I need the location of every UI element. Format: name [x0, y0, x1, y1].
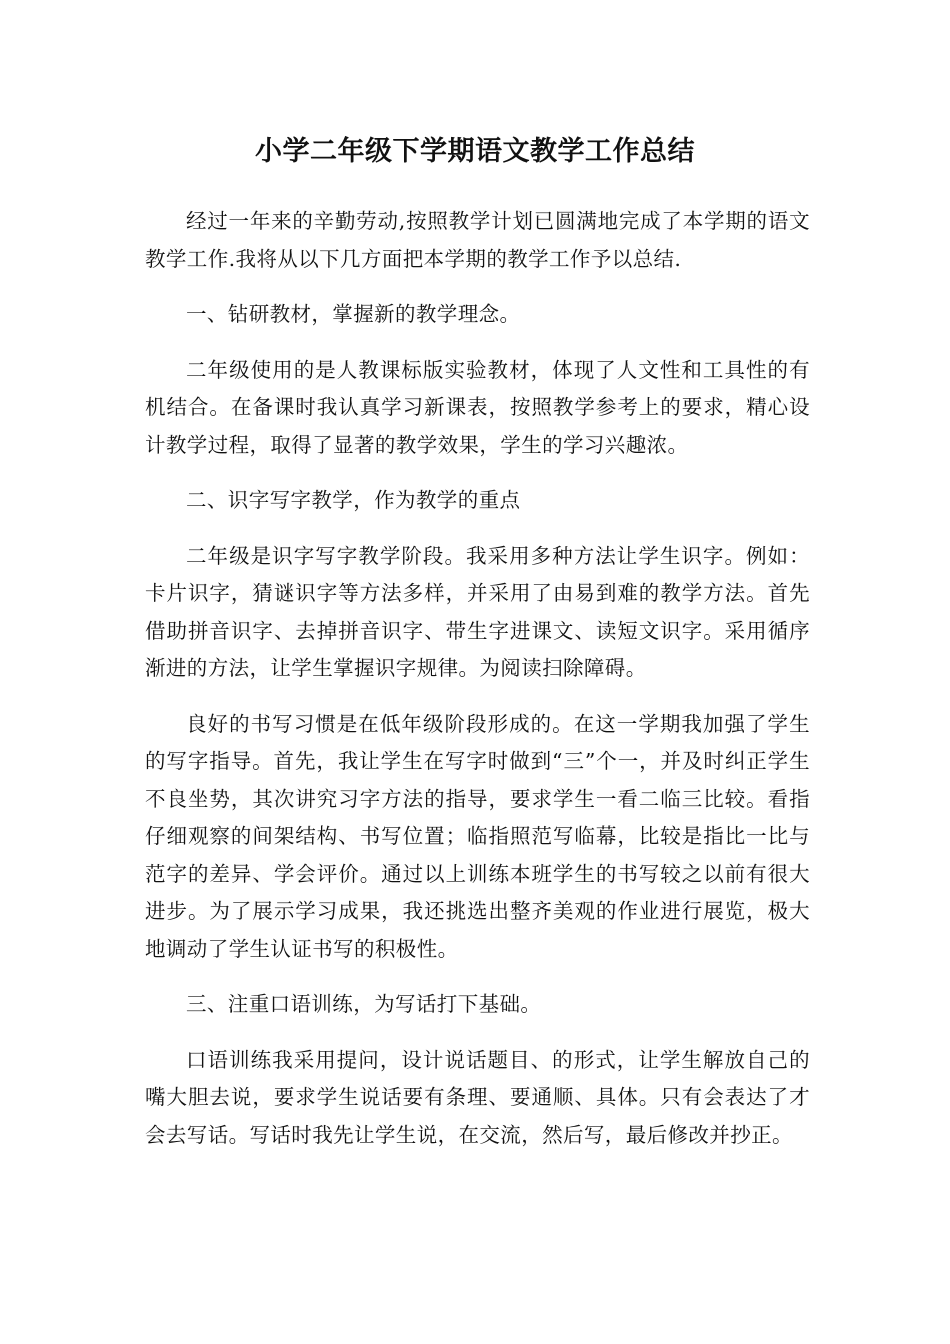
- document-body: [145, 203, 810, 1172]
- document-title: 小学二年级下学期语文教学工作总结: [255, 136, 695, 167]
- section-2-paragraph-1: 二年级是识字写字教学阶段。我采用多种方法让学生识字。例如：卡片识字，猜谜识字等方法多样，并采用了由易到难的教学方法。首先借助拼音识字、去掉拼音识字、带生字进课文、读短文识字。采用循序渐进的方法，让学生掌握识字规律。为阅读扫除障碍。: [145, 543, 810, 680]
- section-1-paragraph: 二年级使用的是人教课标版实验教材，体现了人文性和工具性的有机结合。在备课时我认真学习新课表，按照教学参考上的要求，精心设计教学过程，取得了显著的教学效果，学生的学习兴趣浓。: [145, 357, 810, 457]
- section-2-paragraph-2: 良好的书写习惯是在低年级阶段形成的。在这一学期我加强了学生的写字指导。首先，我让学生在写字时做到“三”个一，并及时纠正学生不良坐势，其次讲究习字方法的指导，要求学生一看二临三比较。看指仔细观察的间架结构、书写位置；临指照范写临幕，比较是指比一比与范字的差异、学会评价。通过以上训练本班学生的书写较之以前有很大进步。为了展示学习成果，我还挑选出整齐美观的作业进行展览，极大地调动了学生认证书写的积极性。: [145, 711, 810, 961]
- section-heading-1: 一、钻研教材，掌握新的教学理念。: [186, 302, 521, 326]
- section-heading-3: 三、注重口语训练，为写话打下基础。: [186, 992, 542, 1016]
- section-3-paragraph: 口语训练我采用提问，设计说话题目、的形式，让学生解放自己的嘴大胆去说，要求学生说话要有条理、要通顺、具体。只有会表达了才会去写话。写话时我先让学生说，在交流，然后写，最后修改并抄正。: [145, 1047, 810, 1147]
- section-heading-2: 二、识字写字教学，作为教学的重点: [186, 488, 521, 512]
- intro-paragraph: 经过一年来的辛勤劳动,按照教学计划已圆满地完成了本学期的语文教学工作.我将从以下几方面把本学期的教学工作予以总结.: [145, 209, 810, 271]
